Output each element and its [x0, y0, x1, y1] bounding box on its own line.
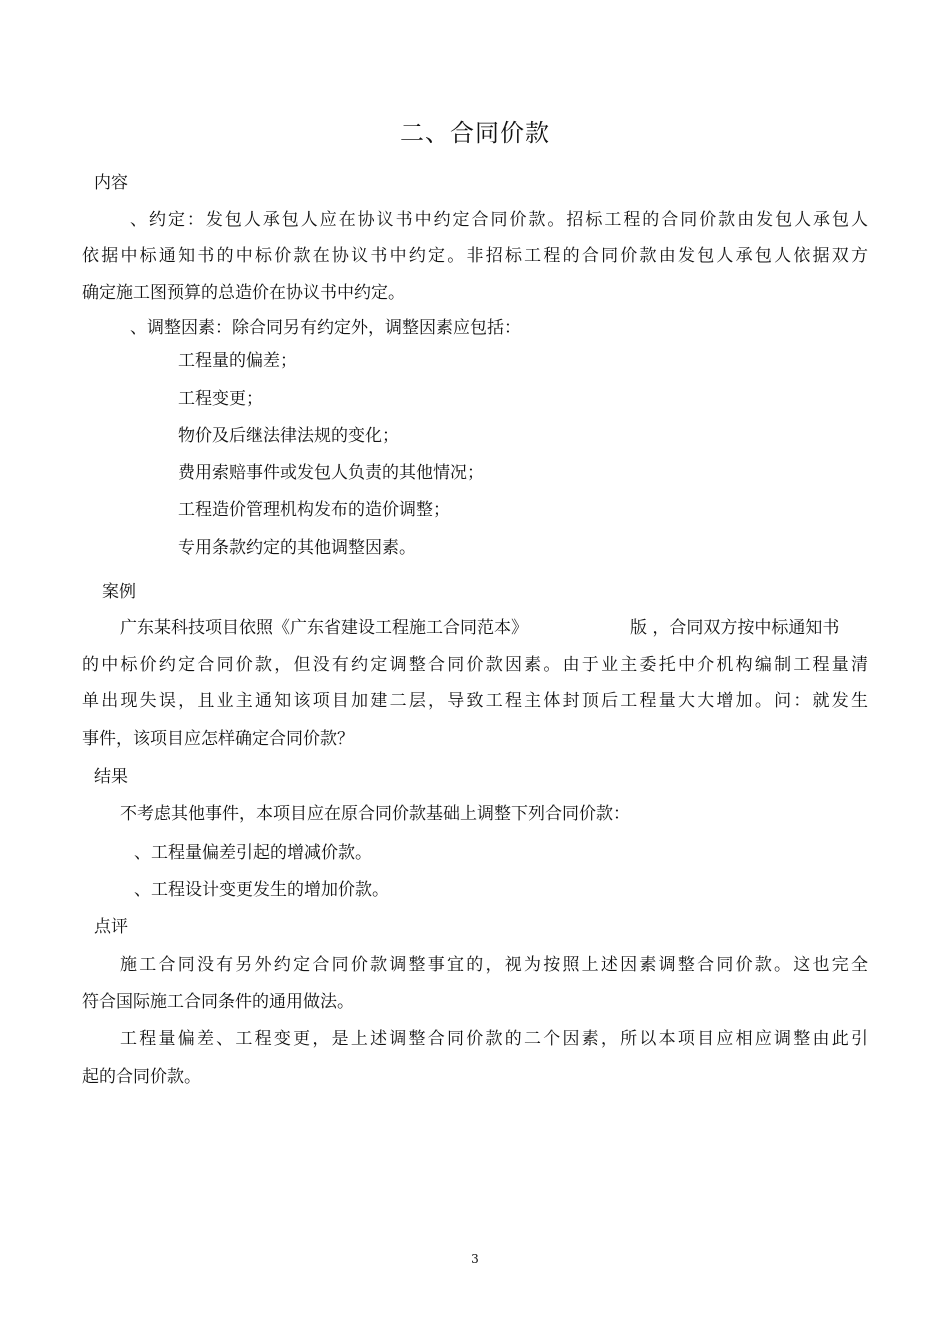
result-intro: 不考虑其他事件，本项目应在原合同价款基础上调整下列合同价款：	[120, 804, 630, 824]
comment-p2-line-2: 起的合同价款。	[82, 1067, 201, 1087]
agreement-line-3: 确定施工图预算的总造价在协议书中约定。	[82, 283, 405, 303]
page-number: 3	[471, 1252, 479, 1266]
section-heading-comment: 点评	[94, 917, 128, 937]
section-heading-content: 内容	[94, 173, 128, 193]
adjustment-item: 物价及后继法律法规的变化；	[178, 426, 399, 446]
adjustment-item: 工程变更；	[178, 389, 263, 409]
result-item: 、工程量偏差引起的增减价款。	[134, 843, 372, 863]
result-item: 、工程设计变更发生的增加价款。	[134, 880, 389, 900]
adjustment-item: 工程量的偏差；	[178, 351, 297, 371]
document-title: 二、合同价款	[400, 119, 550, 147]
case-line-3: 单出现失误，且业主通知该项目加建二层，导致工程主体封顶后工程量大大增加。问：就发生	[82, 691, 868, 711]
adjustment-item: 工程造价管理机构发布的造价调整；	[178, 500, 450, 520]
comment-p1-line-1: 施工合同没有另外约定合同价款调整事宜的，视为按照上述因素调整合同价款。这也完全	[120, 955, 868, 975]
case-line-2: 的中标价约定合同价款，但没有约定调整合同价款因素。由于业主委托中介机构编制工程量清	[82, 655, 868, 675]
agreement-line-2: 依据中标通知书的中标价款在协议书中约定。非招标工程的合同价款由发包人承包人依据双方	[82, 246, 868, 266]
case-line-1a: 广东某科技项目依照《广东省建设工程施工合同范本》	[120, 618, 528, 638]
agreement-line-1: 、约定：发包人承包人应在协议书中约定合同价款。招标工程的合同价款由发包人承包人	[130, 210, 868, 230]
case-line-1b: 版 ，合同双方按中标通知书	[630, 618, 840, 638]
section-heading-case: 案例	[102, 582, 136, 602]
comment-p2-line-1: 工程量偏差、工程变更，是上述调整合同价款的二个因素，所以本项目应相应调整由此引	[120, 1029, 868, 1049]
adjustment-item: 专用条款约定的其他调整因素。	[178, 538, 416, 558]
adjustment-item: 费用索赔事件或发包人负责的其他情况；	[178, 463, 484, 483]
section-heading-result: 结果	[94, 767, 128, 787]
adjustment-intro: 、调整因素：除合同另有约定外，调整因素应包括：	[130, 318, 521, 338]
comment-p1-line-2: 符合国际施工合同条件的通用做法。	[82, 992, 354, 1012]
case-line-4: 事件，该项目应怎样确定合同价款？	[82, 729, 354, 749]
